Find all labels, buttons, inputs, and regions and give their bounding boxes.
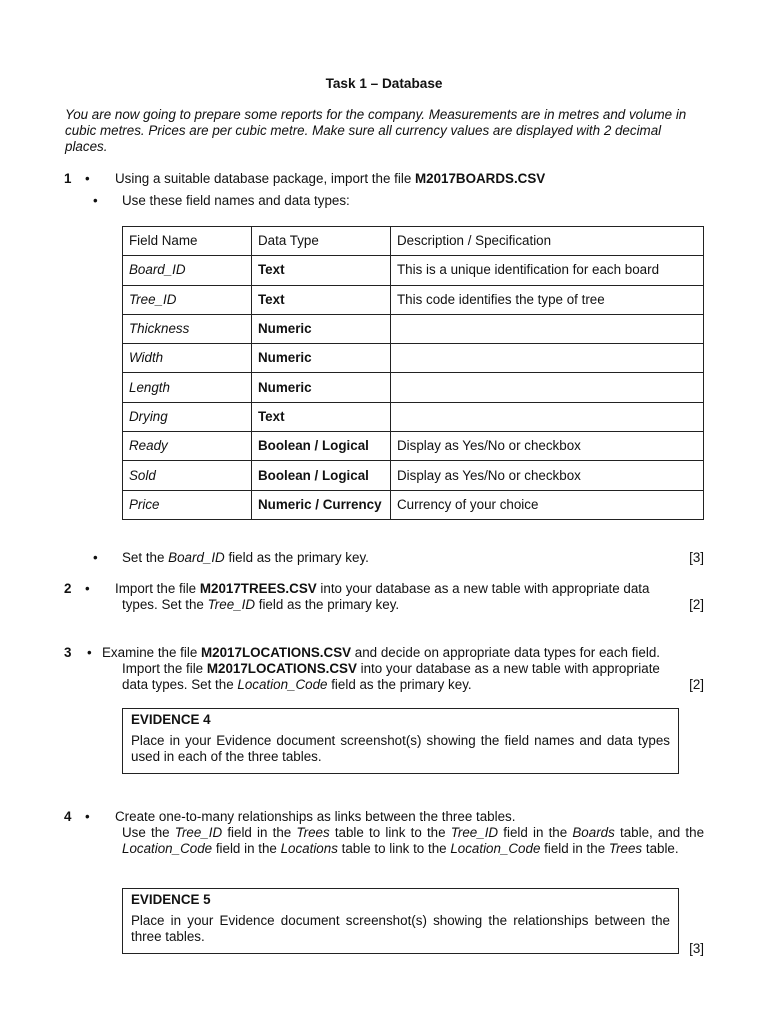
table-name: Boards xyxy=(572,825,615,840)
text: field in the xyxy=(540,841,609,856)
evidence-heading: EVIDENCE 5 xyxy=(131,892,211,907)
table-row xyxy=(123,432,704,461)
q2-line1 xyxy=(115,581,649,597)
question-number-3: 3 xyxy=(64,645,72,660)
q3-line2 xyxy=(122,661,660,677)
field-name-cell: Board_ID xyxy=(123,256,252,285)
text: field in the xyxy=(498,825,573,840)
q3-line1 xyxy=(102,645,660,661)
q3-file: M2017LOCATIONS.CSV xyxy=(206,661,357,676)
evidence-box-4 xyxy=(122,708,679,774)
field-name-cell: Drying xyxy=(123,402,252,431)
data-type-cell: Boolean / Logical xyxy=(252,432,391,461)
text: into your database as a new table with appropriate data xyxy=(316,581,650,596)
description-cell xyxy=(391,373,704,402)
column-header: Description / Specification xyxy=(391,227,704,256)
text: types. Set the xyxy=(122,597,208,612)
description-cell xyxy=(391,314,704,343)
field-name: Location_Code xyxy=(122,841,213,856)
column-header: Data Type xyxy=(252,227,391,256)
description-cell: Display as Yes/No or checkbox xyxy=(391,461,704,490)
intro-paragraph: You are now going to prepare some reports for the company. Measurements are in metres and volume in cubic metres. Prices are per cubic metre. Make sure all currency values are displayed with 2 decimal places. xyxy=(65,107,687,154)
table-row xyxy=(123,285,704,314)
q1-file: M2017BOARDS.CSV xyxy=(414,171,546,186)
field-name: Board_ID xyxy=(168,550,225,565)
field-name-cell: Tree_ID xyxy=(123,285,252,314)
text: into your database as a new table with appropriate xyxy=(356,661,660,676)
data-type-cell: Numeric xyxy=(252,314,391,343)
q4-line1: Create one-to-many relationships as links between the three tables. xyxy=(115,809,516,824)
table-row xyxy=(123,461,704,490)
field-name-cell: Sold xyxy=(123,461,252,490)
text: data types. Set the xyxy=(122,677,238,692)
q1-sub-instruction: Use these field names and data types: xyxy=(122,193,350,208)
q1-text: Using a suitable database package, import the file xyxy=(115,171,415,186)
text: Use the xyxy=(122,825,175,840)
bullet: • xyxy=(93,193,98,208)
text: field as the primary key. xyxy=(224,550,369,565)
field-name-cell: Length xyxy=(123,373,252,402)
description-cell xyxy=(391,344,704,373)
text: field in the xyxy=(222,825,297,840)
q1-instruction xyxy=(115,171,545,187)
text: and decide on appropriate data types for each field. xyxy=(351,645,661,660)
text: table. xyxy=(642,841,679,856)
table-row xyxy=(123,402,704,431)
bullet: • xyxy=(85,809,90,824)
table-row xyxy=(123,373,704,402)
data-type-cell: Numeric xyxy=(252,344,391,373)
bullet: • xyxy=(93,550,98,565)
table-row xyxy=(123,344,704,373)
field-name: Tree_ID xyxy=(450,825,499,840)
description-cell: This is a unique identification for each board xyxy=(391,256,704,285)
q1-marks: [3] xyxy=(689,550,704,565)
description-cell: This code identifies the type of tree xyxy=(391,285,704,314)
text: Examine the file xyxy=(102,645,201,660)
description-cell xyxy=(391,402,704,431)
field-name: Tree_ID xyxy=(174,825,223,840)
text: field as the primary key. xyxy=(255,597,400,612)
bullet: • xyxy=(85,581,90,596)
data-type-cell: Text xyxy=(252,256,391,285)
table-row xyxy=(123,490,704,519)
q3-marks: [2] xyxy=(689,677,704,692)
table-name: Trees xyxy=(296,825,330,840)
field-table xyxy=(122,226,704,520)
question-number-4: 4 xyxy=(64,809,72,824)
table-name: Locations xyxy=(280,841,338,856)
text: Import the file xyxy=(115,581,200,596)
field-name-cell: Price xyxy=(123,490,252,519)
data-type-cell: Text xyxy=(252,402,391,431)
q2-file: M2017TREES.CSV xyxy=(199,581,317,596)
page-title: Task 1 – Database xyxy=(325,76,443,91)
description-cell: Display as Yes/No or checkbox xyxy=(391,432,704,461)
data-type-cell: Text xyxy=(252,285,391,314)
evidence-text: Place in your Evidence document screenshot(s) showing the field names and data types used in each of the three tables. xyxy=(131,733,670,764)
question-number-2: 2 xyxy=(64,581,72,596)
table-name: Trees xyxy=(608,841,643,856)
table-row xyxy=(123,256,704,285)
q1-primary-key xyxy=(122,550,369,566)
data-type-cell: Numeric xyxy=(252,373,391,402)
question-number-1: 1 xyxy=(64,171,72,186)
table-header-row xyxy=(123,227,704,256)
data-type-cell: Boolean / Logical xyxy=(252,461,391,490)
evidence-box-5 xyxy=(122,888,679,954)
evidence-text: Place in your Evidence document screenshot(s) showing the relationships between the three tables. xyxy=(131,913,670,944)
text: table to link to the xyxy=(329,825,451,840)
data-type-cell: Numeric / Currency xyxy=(252,490,391,519)
text: Import the file xyxy=(122,661,207,676)
text: field as the primary key. xyxy=(327,677,472,692)
field-name-cell: Thickness xyxy=(123,314,252,343)
text: table to link to the xyxy=(337,841,451,856)
q4-marks: [3] xyxy=(689,941,704,956)
field-name: Location_Code xyxy=(450,841,541,856)
bullet: • xyxy=(87,645,92,660)
description-cell: Currency of your choice xyxy=(391,490,704,519)
bullet: • xyxy=(85,171,90,186)
column-header: Field Name xyxy=(123,227,252,256)
q2-marks: [2] xyxy=(689,597,704,612)
field-name: Tree_ID xyxy=(207,597,255,612)
q3-file: M2017LOCATIONS.CSV xyxy=(201,645,352,660)
table-row xyxy=(123,314,704,343)
text: Set the xyxy=(122,550,169,565)
text: field in the xyxy=(212,841,281,856)
text: table, and the xyxy=(614,825,705,840)
field-name-cell: Ready xyxy=(123,432,252,461)
field-name: Location_Code xyxy=(237,677,328,692)
q2-line2 xyxy=(122,597,399,613)
q3-line3 xyxy=(122,677,472,693)
q4-paragraph xyxy=(122,825,704,857)
evidence-heading: EVIDENCE 4 xyxy=(131,712,211,727)
field-name-cell: Width xyxy=(123,344,252,373)
